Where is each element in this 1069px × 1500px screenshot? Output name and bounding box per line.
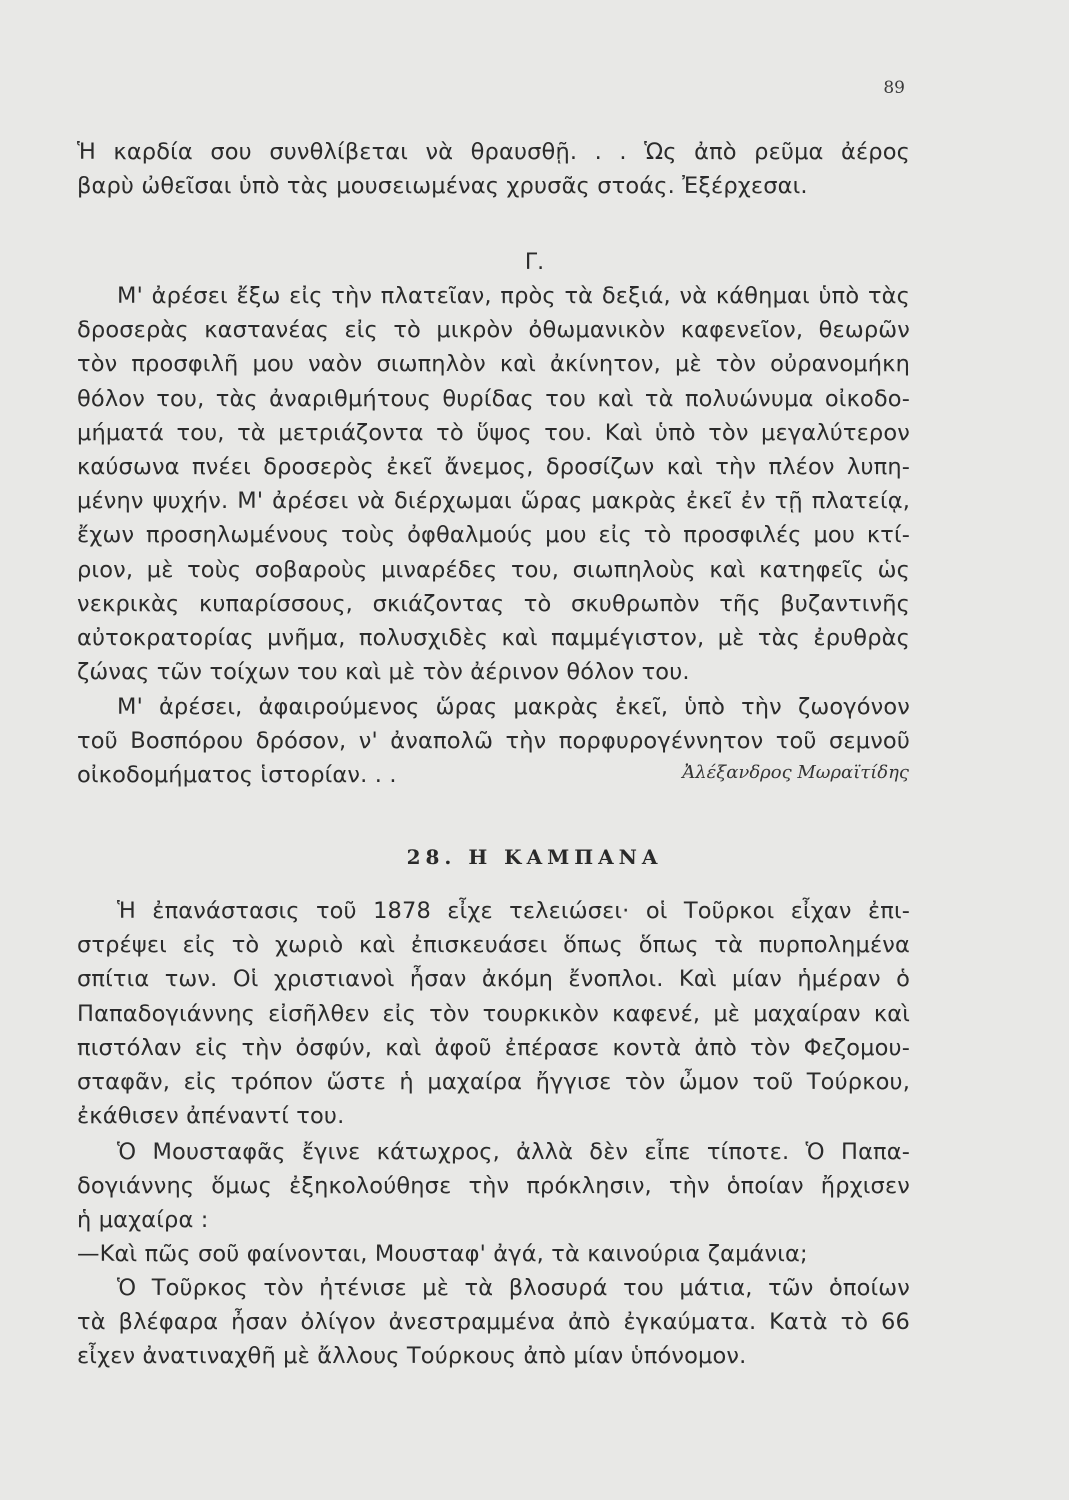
text-line: ζώνας τῶν τοίχων του καὶ μὲ τὸν ἀέρινον θόλον του. — [77, 659, 690, 686]
text-line: θόλον του, τὰς ἀναριθμήτους θυρίδας του καὶ τὰ πολυώνυμα οἰκοδο- — [77, 385, 910, 412]
text-line: καύσωνα πνέει δροσερὸς ἐκεῖ ἄνεμος, δροσίζων καὶ τὴν πλέον λυπη- — [77, 454, 910, 481]
text-line: τὰ βλέφαρα ἦσαν ὀλίγον ἀνεστραμμένα ἀπὸ ἐγκαύματα. Κατὰ τὸ 66 — [77, 1309, 910, 1336]
text-line: Ὁ Τοῦρκος τὸν ἠτένισε μὲ τὰ βλοσυρά του μάτια, τῶν ὁποίων — [117, 1275, 910, 1301]
text-line: αὐτοκρατορίας μνῆμα, πολυσχιδὲς καὶ παμμέγιστον, μὲ τὰς ἐρυθρὰς — [77, 625, 910, 652]
chapter-title: 28. Η ΚΑΜΠΑΝΑ — [406, 845, 663, 869]
text-line: Μ' ἀρέσει ἔξω εἰς τὴν πλατεῖαν, πρὸς τὰ δεξιά, νὰ κάθημαι ὑπὸ τὰς — [117, 283, 910, 309]
text-line: Παπαδογιάννης εἰσῆλθεν εἰς τὸν τουρκικὸν καφενέ, μὲ μαχαίραν καὶ — [77, 1000, 910, 1027]
text-line: ριον, μὲ τοὺς σοβαροὺς μιναρέδες του, σιωπηλοὺς καὶ κατηφεῖς ὡς — [77, 556, 910, 583]
text-line: σπίτια των. Οἱ χριστιανοὶ ἦσαν ἀκόμη ἔνοπλοι. Καὶ μίαν ἡμέραν ὁ — [77, 966, 910, 993]
text-line: εἶχεν ἀνατιναχθῆ μὲ ἄλλους Τούρκους ἀπὸ μίαν ὑπόνομον. — [77, 1343, 747, 1370]
text-line: ἡ μαχαίρα : — [77, 1207, 209, 1234]
chapter-paragraph-2 — [77, 1135, 910, 1238]
chapter-paragraph-1 — [77, 894, 910, 1133]
text-line: στρέψει εἰς τὸ χωριὸ καὶ ἐπισκευάσει ὅπως ὅπως τὰ πυρπολημένα — [77, 932, 910, 959]
intro-paragraph — [77, 135, 910, 203]
text-line: ἔχων προσηλωμένους τοὺς ὀφθαλμούς μου εἰς τὸ προσφιλές μου κτί- — [77, 522, 910, 549]
text-line: οἰκοδομήματος ἱστορίαν. . . — [77, 762, 397, 789]
section-heading: Γ. — [524, 250, 545, 275]
text-line: Ἡ καρδία σου συνθλίβεται νὰ θραυσθῇ. . . Ὡς ἀπὸ ρεῦμα ἀέρος — [77, 139, 910, 165]
text-line: ἐκάθισεν ἀπέναντί του. — [77, 1103, 345, 1130]
text-line: δροσερὰς καστανέας εἰς τὸ μικρὸν ὀθωμανικὸν καφενεῖον, θεωρῶν — [77, 317, 910, 344]
text-line: τοῦ Βοσπόρου δρόσον, ν' ἀναπολῶ τὴν πορφυρογέννητον τοῦ σεμνοῦ — [77, 728, 910, 755]
text-line: —Καὶ πῶς σοῦ φαίνονται, Μουσταφ' ἀγά, τὰ καινούρια ζαμάνια; — [77, 1241, 808, 1267]
text-line: Ἡ ἐπανάστασις τοῦ 1878 εἶχε τελειώσει· οἱ Τοῦρκοι εἶχαν ἐπι- — [117, 898, 910, 924]
text-line: πιστόλαν εἰς τὴν ὀσφύν, καὶ ἀφοῦ ἐπέρασε κοντὰ ἀπὸ τὸν Φεζομου- — [77, 1034, 910, 1061]
text-line: νεκρικὰς κυπαρίσσους, σκιάζοντας τὸ σκυθρωπὸν τῆς βυζαντινῆς — [77, 590, 910, 617]
text-line: μένην ψυχήν. Μ' ἀρέσει νὰ διέρχωμαι ὥρας μακρὰς ἐκεῖ ἐν τῇ πλατείᾳ, — [77, 488, 910, 515]
author-signature: Ἀλέξανδρος Μωραϊτίδης — [682, 762, 909, 783]
text-line: σταφᾶν, εἰς τρόπον ὥστε ἡ μαχαίρα ἤγγισε τὸν ὦμον τοῦ Τούρκου, — [77, 1069, 910, 1096]
text-line: βαρὺ ὠθεῖσαι ὑπὸ τὰς μουσειωμένας χρυσᾶς στοάς. Ἐξέρχεσαι. — [77, 173, 808, 200]
text-line: μήματά του, τὰ μετριάζοντα τὸ ὕψος του. Καὶ ὑπὸ τὸν μεγαλύτερον — [77, 419, 910, 446]
chapter-dialogue — [77, 1237, 910, 1271]
text-line: τὸν προσφιλῆ μου ναὸν σιωπηλὸν καὶ ἀκίνητον, μὲ τὸν οὐρανομήκη — [77, 351, 910, 378]
chapter-paragraph-4 — [77, 1271, 910, 1374]
text-line: δογιάννης ὅμως ἐξηκολούθησε τὴν πρόκλησιν, τὴν ὁποίαν ἤρχισεν — [77, 1173, 910, 1200]
text-line: Μ' ἀρέσει, ἀφαιρούμενος ὥρας μακρὰς ἐκεῖ, ὑπὸ τὴν ζωογόνον — [117, 694, 910, 720]
section-g-paragraph-1 — [77, 279, 910, 689]
text-line: Ὁ Μουσταφᾶς ἔγινε κάτωχρος, ἀλλὰ δὲν εἶπε τίποτε. Ὁ Παπα- — [117, 1139, 910, 1165]
page-number: 89 — [883, 78, 905, 98]
